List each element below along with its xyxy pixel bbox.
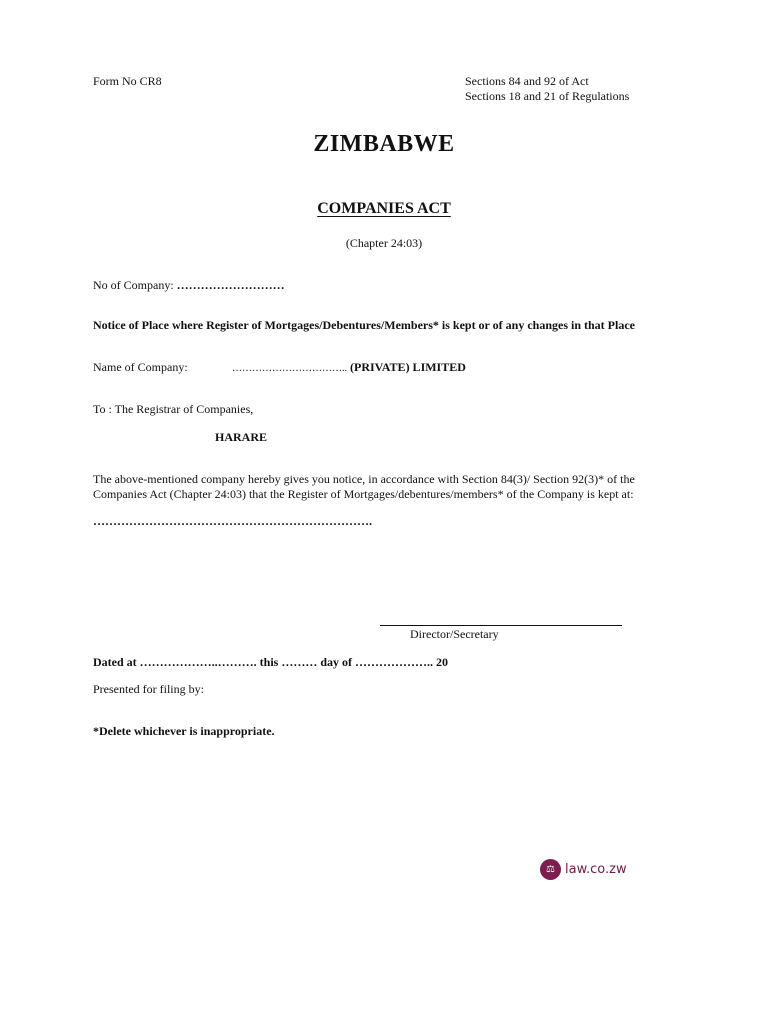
company-name-field: …………………………….. (232, 363, 347, 374)
chapter-reference: (Chapter 24:03) (345, 236, 423, 250)
scales-of-justice-icon: ⚖ (540, 859, 561, 880)
signature-role: Director/Secretary (410, 627, 499, 641)
form-number: Form No CR8 (93, 74, 162, 88)
logo-text: law.co.zw (565, 862, 627, 877)
address-field: ……………………………………………………………. (93, 514, 372, 528)
company-number-row (93, 278, 285, 293)
signature-line (380, 625, 622, 626)
notice-heading: Notice of Place where Register of Mortgages/Debentures/Members* is kept or of any changes in that Place (93, 318, 635, 332)
dated-line: Dated at ………………..………. this ……… day of ……………….. 20 (93, 655, 449, 669)
company-name-row (232, 360, 466, 376)
recipient-city: HARARE (215, 430, 268, 444)
notice-body: The above-mentioned company hereby gives you notice, in accordance with Section 84(3)/ Section 92(3)* of the Companies Act (Chapter 24:03) that the Register of Mortgages/debentures/members* of the Company is kept at: (93, 472, 635, 501)
sections-regulations: Sections 18 and 21 of Regulations (465, 89, 630, 103)
company-name-suffix: (PRIVATE) LIMITED (350, 360, 466, 374)
company-number-label: No of Company: (93, 278, 174, 292)
company-name-label: Name of Company: (93, 360, 188, 374)
recipient-line: To : The Registrar of Companies, (93, 402, 254, 416)
company-number-field: ……………………… (176, 278, 285, 292)
page-title: ZIMBABWE (313, 131, 455, 157)
sections-act: Sections 84 and 92 of Act (465, 74, 589, 88)
presented-by: Presented for filing by: (93, 682, 204, 696)
page-subtitle: COMPANIES ACT (317, 200, 451, 217)
lawcozw-logo (540, 859, 627, 880)
footnote: *Delete whichever is inappropriate. (93, 724, 275, 738)
